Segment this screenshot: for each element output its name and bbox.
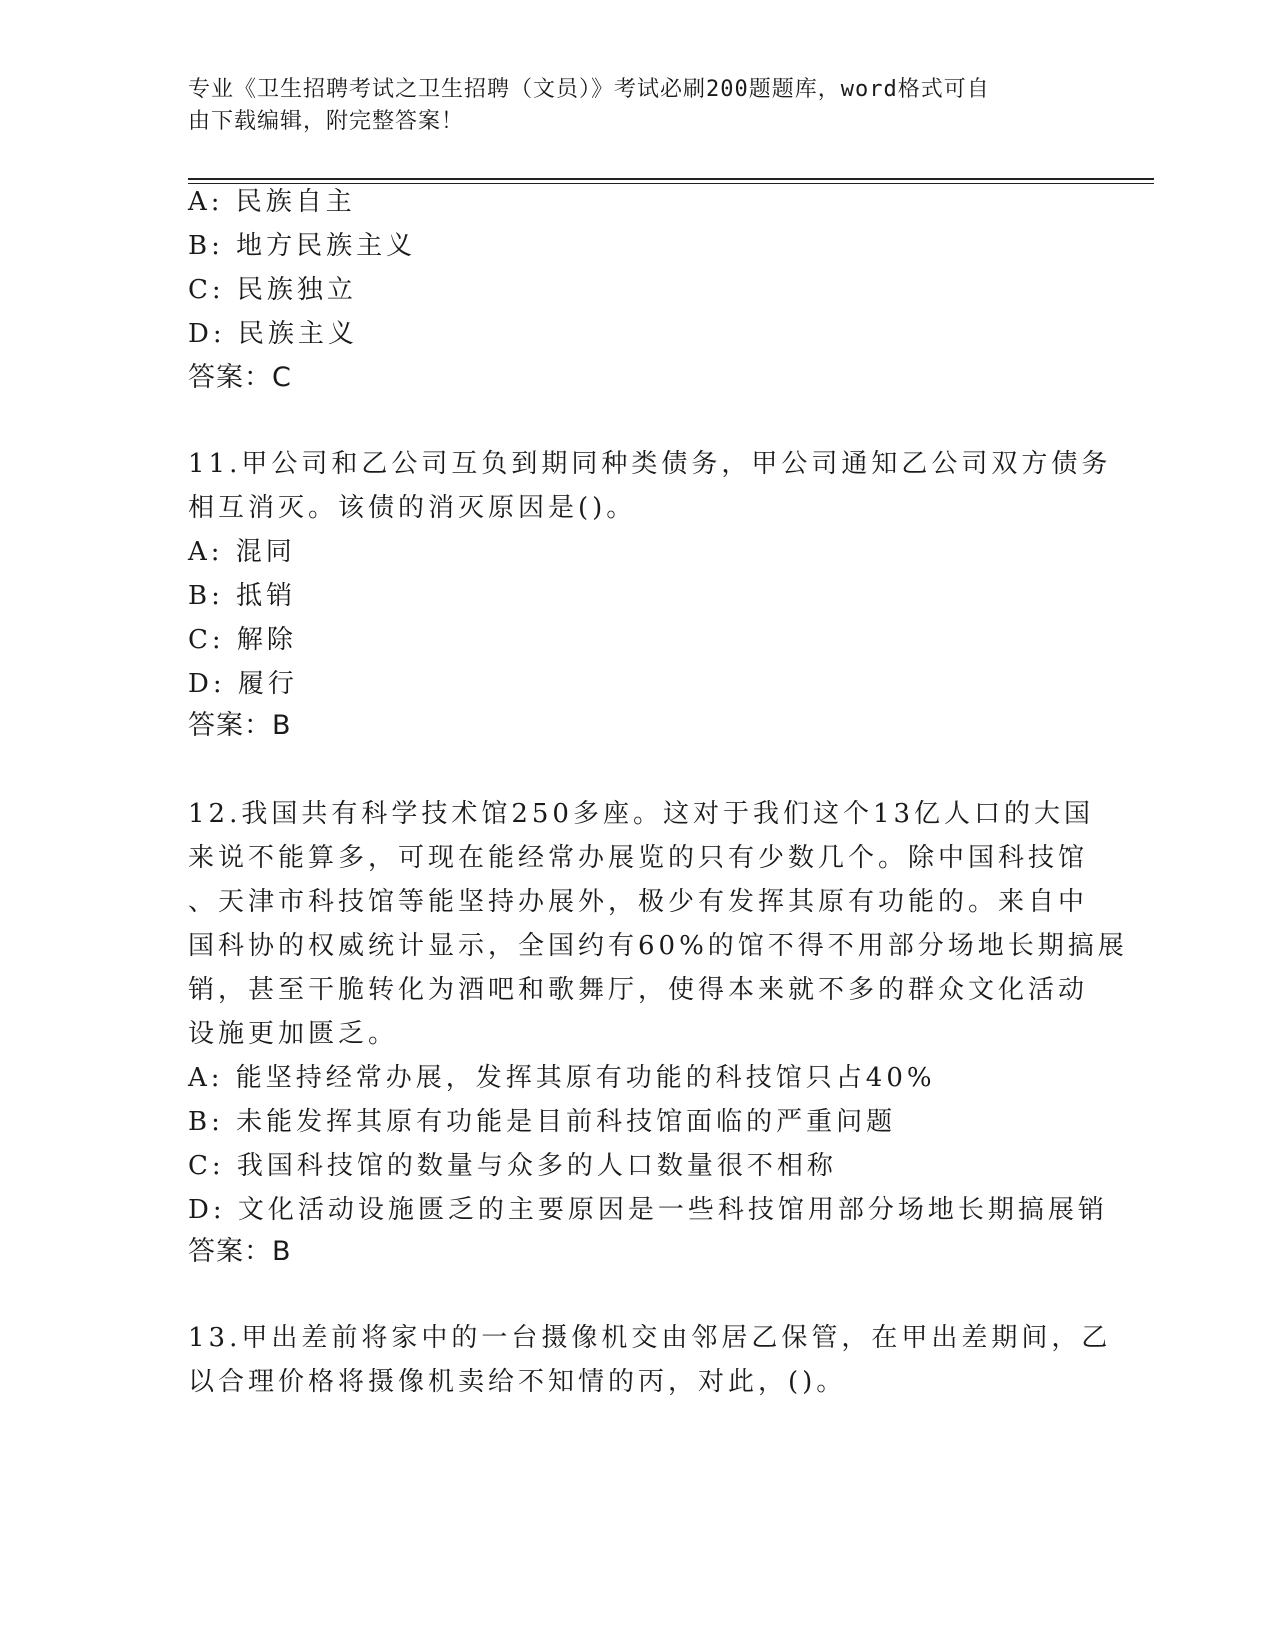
q12-answer: 答案：B (188, 1236, 292, 1267)
q10-option-a: A: 民族自主 (188, 187, 356, 217)
q13-stem-line: 以合理价格将摄像机卖给不知情的丙，对此，()。 (188, 1367, 847, 1397)
q10-answer: 答案：C (188, 362, 292, 393)
document-header (188, 74, 1068, 138)
q12-stem-line: 设施更加匮乏。 (188, 1019, 399, 1049)
q12-option-d: D: 文化活动设施匮乏的主要原因是一些科技馆用部分场地长期搞展销 (188, 1195, 1108, 1225)
q11-option-a: A: 混同 (188, 537, 296, 567)
q12-option-c: C: 我国科技馆的数量与众多的人口数量很不相称 (188, 1151, 837, 1181)
q11-stem-line: 相互消灭。该债的消灭原因是()。 (188, 493, 637, 523)
q12-stem-line: 来说不能算多，可现在能经常办展览的只有少数几个。除中国科技馆 (188, 843, 1089, 873)
header-line: 专业《卫生招聘考试之卫生招聘（文员）》考试必刷200题题库，word格式可自 (188, 77, 990, 102)
q12-stem-line: 销，甚至干脆转化为酒吧和歌舞厅，使得本来就不多的群众文化活动 (188, 975, 1089, 1005)
q13-stem-line: 13.甲出差前将家中的一台摄像机交由邻居乙保管，在甲出差期间，乙 (188, 1323, 1112, 1353)
q11-option-d: D: 履行 (188, 669, 298, 699)
header-divider (188, 178, 1154, 184)
q11-option-b: B: 抵销 (188, 581, 297, 611)
q11-option-c: C: 解除 (188, 625, 297, 655)
q12-stem-line: 国科协的权威统计显示，全国约有60%的馆不得不用部分场地长期搞展 (188, 931, 1128, 961)
q10-option-b: B: 地方民族主义 (188, 231, 417, 261)
q10-option-c: C: 民族独立 (188, 275, 357, 305)
q12-stem-line: 12.我国共有科学技术馆250多座。这对于我们这个13亿人口的大国 (188, 799, 1095, 829)
q12-option-a: A: 能坚持经常办展，发挥其原有功能的科技馆只占40% (188, 1063, 936, 1093)
q11-answer: 答案：B (188, 710, 292, 741)
q11-stem-line: 11.甲公司和乙公司互负到期同种类债务，甲公司通知乙公司双方债务 (188, 449, 1112, 479)
header-line: 由下载编辑，附完整答案！ (188, 109, 465, 134)
q12-stem-line: 、天津市科技馆等能坚持办展外，极少有发挥其原有功能的。来自中 (188, 887, 1089, 917)
q12-option-b: B: 未能发挥其原有功能是目前科技馆面临的严重问题 (188, 1107, 897, 1137)
q10-option-d: D: 民族主义 (188, 319, 358, 349)
